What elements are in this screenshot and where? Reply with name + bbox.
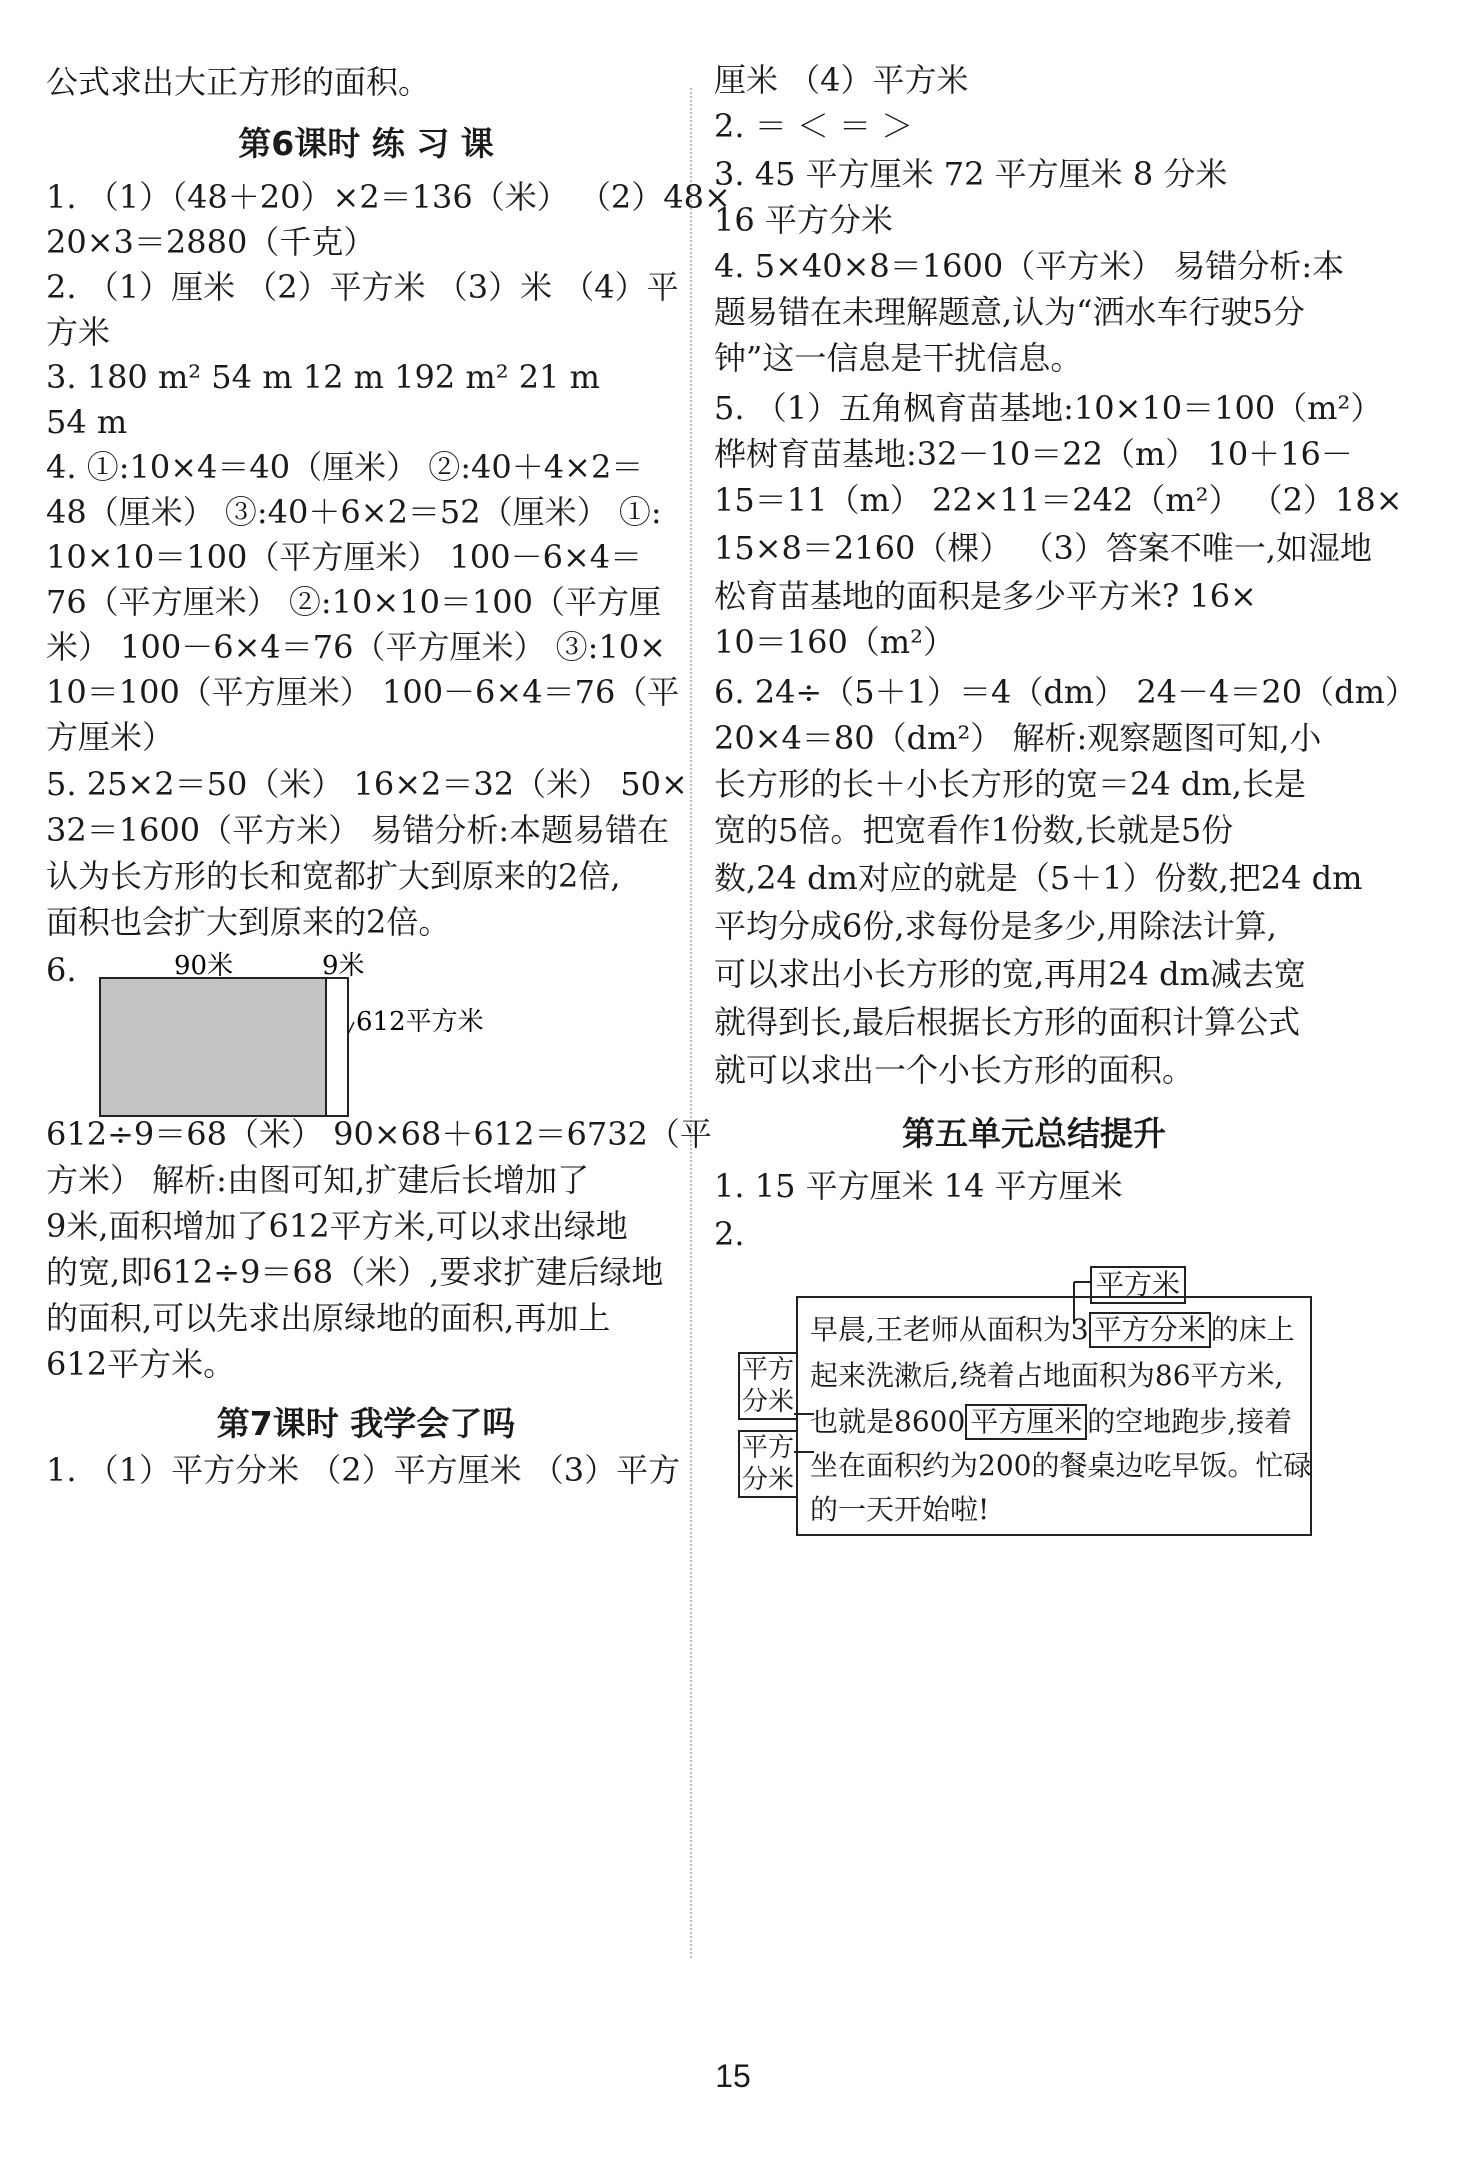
text-line: 面积也会扩大到原来的2倍。 <box>46 903 451 941</box>
text-line: 10×10＝100（平方厘米） 100－6×4＝ <box>46 538 643 576</box>
text-line: 54 m <box>46 403 128 441</box>
text-line: 10＝160（m²） <box>714 623 955 661</box>
unit-correction-figure <box>714 1264 1354 1564</box>
correction-label-side-2: 平方分米 <box>738 1430 798 1498</box>
story-line-3 <box>810 1402 1292 1442</box>
text-line: 认为长方形的长和宽都扩大到原来的2倍, <box>46 857 621 895</box>
text-line: 612平方米。 <box>46 1345 236 1383</box>
text-line: 15＝11（m） 22×11＝242（m²） （2）18× <box>714 481 1403 519</box>
section-title-unit5-summary: 第五单元总结提升 <box>902 1114 1166 1153</box>
text-line: 米） 100－6×4＝76（平方厘米） ③:10× <box>46 628 666 666</box>
answer-5: 5. 25×2＝50（米） 16×2＝32（米） 50× <box>46 765 688 803</box>
text-line: 15×8＝2160（棵） （3）答案不唯一,如湿地 <box>714 529 1373 567</box>
correction-label-top: 平方米 <box>1090 1266 1186 1304</box>
text-line: 20×3＝2880（千克） <box>46 223 376 261</box>
answer-6: 6. 24÷（5＋1）＝4（dm） 24－4＝20（dm） <box>714 673 1417 711</box>
answer-5: 5. （1）五角枫育苗基地:10×10＝100（m²） <box>714 389 1383 427</box>
corrected-unit-box: 平方厘米 <box>965 1404 1087 1440</box>
text-line: 就得到长,最后根据长方形的面积计算公式 <box>714 1003 1301 1041</box>
answer-6-number: 6. <box>46 951 77 989</box>
length-label: 90米 <box>174 951 234 981</box>
corrected-unit-box: 平方分米 <box>1089 1312 1211 1348</box>
text-line: 宽的5倍。把宽看作1份数,长就是5份 <box>714 811 1234 849</box>
text-line: 9米,面积增加了612平方米,可以求出绿地 <box>46 1207 628 1245</box>
text-line: 平均分成6份,求每份是多少,用除法计算, <box>714 907 1277 945</box>
column-divider <box>690 88 692 1958</box>
text-line: 题易错在未理解题意,认为“洒水车行驶5分 <box>714 293 1305 331</box>
answer-1: 1. （1）（48＋20）×2＝136（米） （2）48× <box>46 178 731 216</box>
text-line: 可以求出小长方形的宽,再用24 dm减去宽 <box>714 955 1306 993</box>
story-text: 的床上 <box>1210 1313 1295 1346</box>
text-line: 数,24 dm对应的就是（5＋1）份数,把24 dm <box>714 859 1363 897</box>
text-line: 的面积,可以先求出原绿地的面积,再加上 <box>46 1299 611 1337</box>
text-line: 的宽,即612÷9＝68（米）,要求扩建后绿地 <box>46 1253 664 1291</box>
section-title-lesson6: 第6课时 练 习 课 <box>238 124 494 163</box>
story-box <box>796 1296 1312 1536</box>
area-label: 612平方米 <box>356 1007 484 1037</box>
text-line: 钟”这一信息是干扰信息。 <box>714 339 1083 377</box>
answer-2: 2. ＝ ＜ ＝ ＞ <box>714 107 914 145</box>
answer-1-summary: 1. 15 平方厘米 14 平方厘米 <box>714 1167 1123 1205</box>
story-line-5: 的一天开始啦! <box>810 1493 990 1526</box>
answer-4: 4. ①:10×4＝40（厘米） ②:40＋4×2＝ <box>46 448 644 486</box>
text-line: 48（厘米） ③:40＋6×2＝52（厘米） ①: <box>46 493 662 531</box>
answer-2: 2. （1）厘米 （2）平方米 （3）米 （4）平 <box>46 268 679 306</box>
text-line: 32＝1600（平方米） 易错分析:本题易错在 <box>46 811 670 849</box>
correction-label-side-1: 平方分米 <box>738 1352 798 1420</box>
text-line: 松育苗基地的面积是多少平方米? 16× <box>714 577 1257 615</box>
answer-2-number: 2. <box>714 1215 745 1253</box>
answer-1-lesson7: 1. （1）平方分米 （2）平方厘米 （3）平方 <box>46 1451 681 1489</box>
page-number: 15 <box>715 2058 751 2094</box>
text-line: 方米） 解析:由图可知,扩建后长增加了 <box>46 1161 590 1199</box>
story-text: 早晨,王老师从面积为3 <box>810 1313 1089 1346</box>
story-text: 也就是8600 <box>810 1405 966 1438</box>
story-text: 的空地跑步,接着 <box>1087 1405 1293 1438</box>
story-line-4: 坐在面积约为200的餐桌边吃早饭。忙碌 <box>810 1449 1312 1482</box>
green-area-figure <box>86 944 484 1124</box>
answer-3: 3. 180 m² 54 m 12 m 192 m² 21 m <box>46 358 600 396</box>
extension-strip <box>326 978 348 1116</box>
section-title-lesson7: 第7课时 我学会了吗 <box>216 1404 516 1443</box>
extension-label: 9米 <box>322 951 365 981</box>
text-line: 公式求出大正方形的面积。 <box>46 63 431 101</box>
text-line: 长方形的长＋小长方形的宽＝24 dm,长是 <box>714 765 1306 803</box>
text-line: 16 平方分米 <box>714 201 893 239</box>
original-green-area <box>100 978 326 1116</box>
story-line-1 <box>810 1310 1295 1350</box>
answer-4: 4. 5×40×8＝1600（平方米） 易错分析:本 <box>714 247 1345 285</box>
text-line: 76（平方厘米） ②:10×10＝100（平方厘 <box>46 583 662 621</box>
text-line: 20×4＝80（dm²） 解析:观察题图可知,小 <box>714 719 1322 757</box>
text-line: 10＝100（平方厘米） 100－6×4＝76（平 <box>46 673 680 711</box>
text-line: 厘米 （4）平方米 <box>714 61 969 99</box>
text-line: 桦树育苗基地:32－10＝22（m） 10＋16－ <box>714 435 1353 473</box>
text-line: 就可以求出一个小长方形的面积。 <box>714 1051 1195 1089</box>
text-line: 方厘米） <box>46 718 175 756</box>
text-line: 方米 <box>46 313 111 351</box>
answer-3: 3. 45 平方厘米 72 平方厘米 8 分米 <box>714 155 1228 193</box>
text-line: 612÷9＝68（米） 90×68＋612＝6732（平 <box>46 1115 712 1153</box>
story-line-2: 起来洗漱后,绕着占地面积为86平方米, <box>810 1359 1284 1392</box>
